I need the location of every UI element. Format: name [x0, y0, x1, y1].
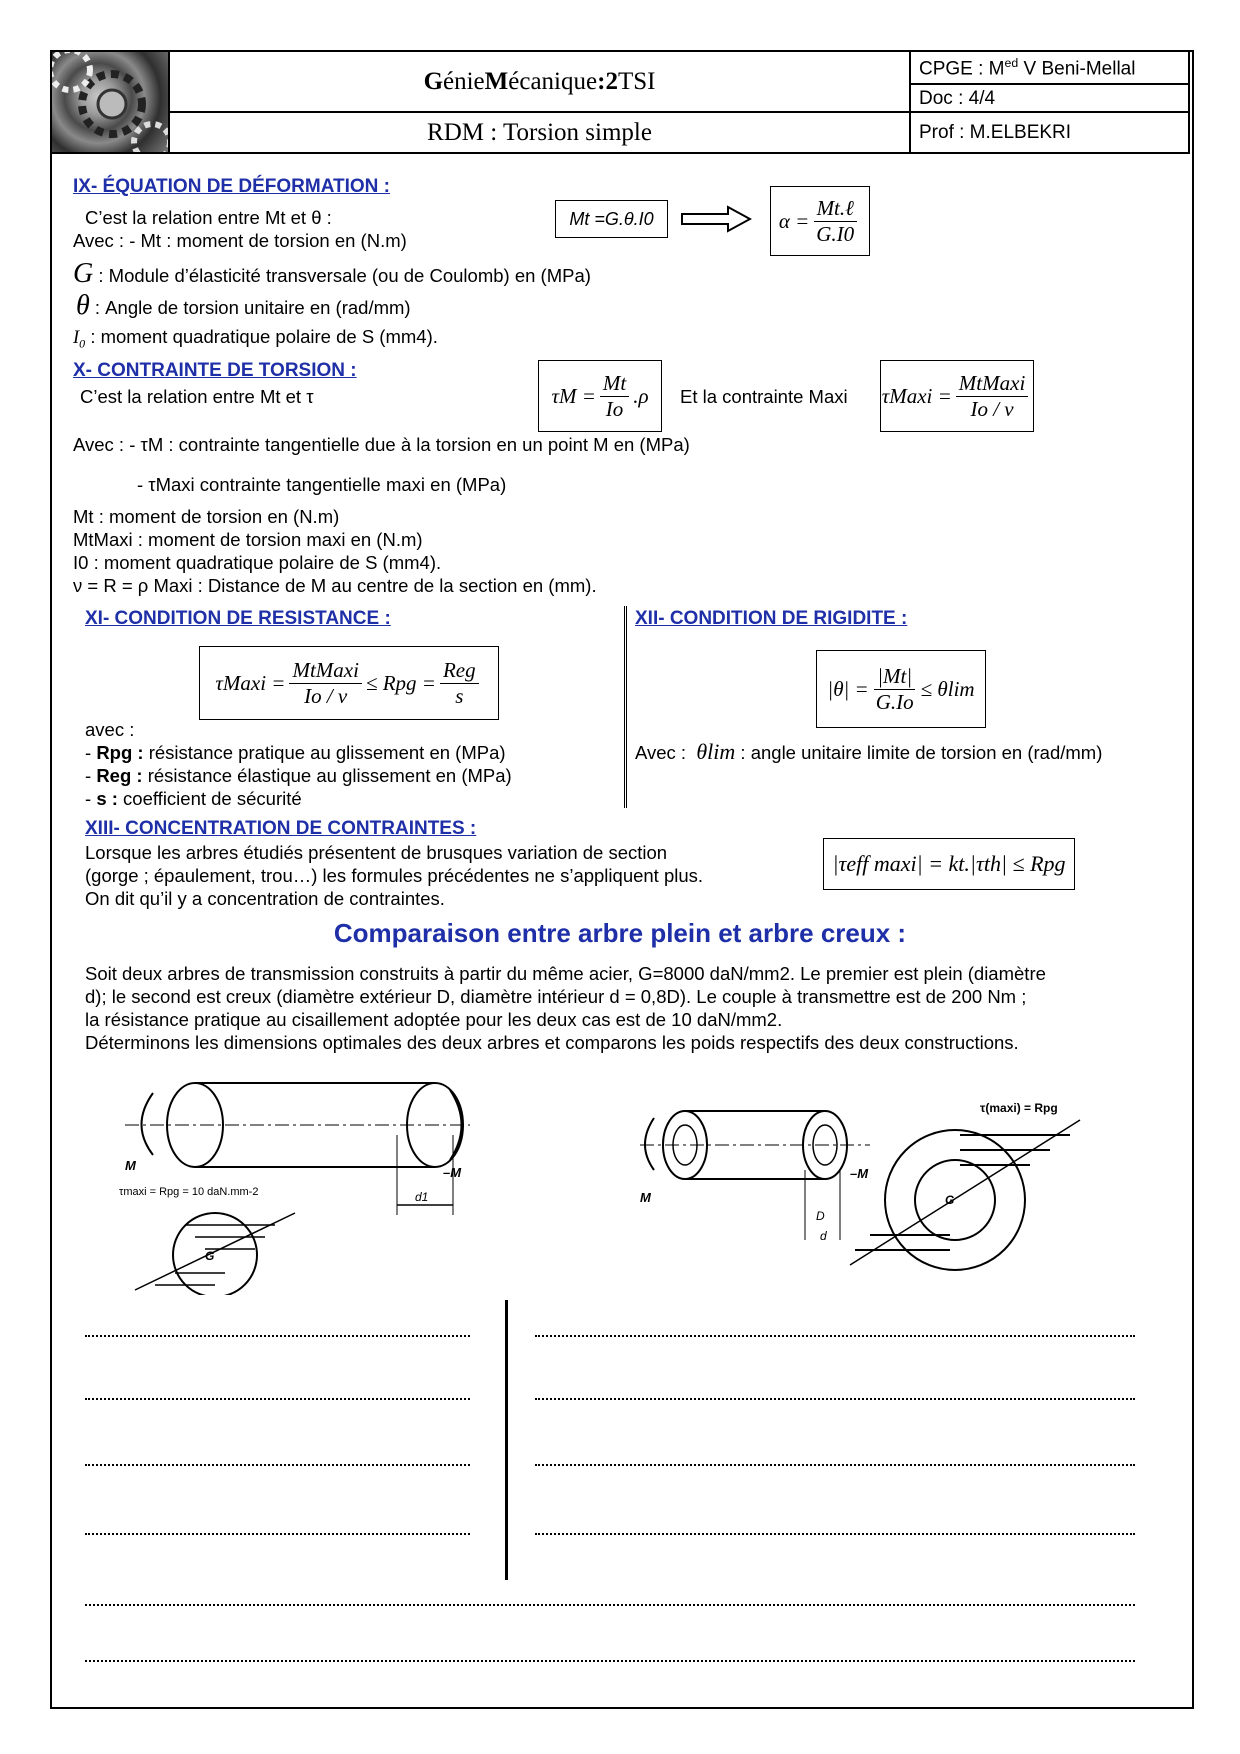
prof-name: Prof : M.ELBEKRI [909, 111, 1190, 154]
arrow-icon [680, 205, 752, 233]
fig-right-D: D [816, 1209, 825, 1223]
doc-title: G énie M écanique : 2 TSI [168, 50, 911, 113]
s13-p1: Lorsque les arbres étudiés présentent de brusques variation de section [85, 842, 668, 863]
s12-avec-line: Avec : θlim : angle unitaire limite de torsion en (rad/mm) [635, 739, 1103, 764]
s9-g-line: G : Module d’élasticité transversale (ou de Coulomb) en (MPa) [73, 258, 591, 289]
formula-tau-maxi: τMaxi = $\frac{\text{MtMaxi}}{Io / \nu}$ [880, 360, 1034, 432]
s9-avec: Avec : - Mt : moment de torsion en (N.m) [73, 230, 407, 251]
fig-right-g: G [945, 1193, 955, 1207]
s11-s: - s : coefficient de sécurité [85, 788, 302, 809]
s11-reg: - Reg : résistance élastique au glissement en (MPa) [85, 765, 512, 786]
section-xi-title: XI- CONDITION DE RESISTANCE : [85, 608, 391, 629]
answer-line[interactable] [85, 1604, 1135, 1606]
s10-intro: C’est la relation entre Mt et τ [80, 386, 314, 407]
answer-line[interactable] [535, 1533, 1135, 1535]
s9-intro: C’est la relation entre Mt et θ : [85, 207, 332, 228]
answer-line[interactable] [85, 1335, 470, 1337]
fig-left-minus-m: –M [443, 1165, 462, 1180]
s11-avec: avec : [85, 719, 135, 740]
s10-line2: MtMaxi : moment de torsion maxi en (N.m) [73, 529, 423, 550]
answer-separator [505, 1300, 508, 1580]
s10-line1: Mt : moment de torsion en (N.m) [73, 506, 340, 527]
comparison-p2: d); le second est creux (diamètre extérieur D, diamètre intérieur d = 0,8D). Le couple à transmettre est de 200 Nm ; [85, 986, 1027, 1007]
gears-logo [50, 50, 170, 154]
gear-icon [52, 52, 168, 152]
formula-tau-m: τM = $\frac{Mt}{Io}$ .ρ [538, 360, 662, 432]
formula-mt: Mt =G.θ.I0 [555, 200, 668, 238]
section-x-title: X- CONTRAINTE DE TORSION : [73, 360, 357, 381]
section-xii-title: XII- CONDITION DE RIGIDITE : [635, 608, 908, 629]
fig-right-d: d [820, 1229, 827, 1243]
formula-concentration: |τeff maxi| = kt.|τth| ≤ Rpg [823, 838, 1075, 890]
fig-right-tau: τ(maxi) = Rpg [980, 1101, 1058, 1115]
fig-left-tau: τmaxi = Rpg = 10 daN.mm-2 [119, 1186, 259, 1198]
comparison-p4: Déterminons les dimensions optimales des deux arbres et comparons les poids respectifs des deux constructions. [85, 1032, 1019, 1053]
fig-left-g: G [205, 1249, 215, 1263]
answer-line[interactable] [535, 1335, 1135, 1337]
answer-line[interactable] [535, 1398, 1135, 1400]
hollow-shaft-figure [640, 1090, 1110, 1290]
s11-rpg: - Rpg : résistance pratique au glissement en (MPa) [85, 742, 506, 763]
section-ix-title: IX- ÉQUATION DE DÉFORMATION : [73, 176, 391, 197]
formula-rigidity: |θ| = $\frac{|Mt|}{G.Io}$ ≤ θlim [816, 650, 986, 728]
s9-theta-line: θ : Angle de torsion unitaire en (rad/mm) [76, 290, 411, 321]
s10-maxi-label: Et la contrainte Maxi [680, 386, 848, 407]
answer-line[interactable] [85, 1660, 1135, 1662]
s13-p3: On dit qu’il y a concentration de contraintes. [85, 888, 445, 909]
s10-avec2: - τMaxi contrainte tangentielle maxi en (MPa) [137, 474, 507, 495]
solid-shaft-figure [115, 1075, 475, 1295]
s13-p2: (gorge ; épaulement, trou…) les formules précédentes ne s’appliquent plus. [85, 865, 704, 886]
answer-line[interactable] [85, 1533, 470, 1535]
s9-i0-line: $I_0$ : moment quadratique polaire de S (mm4). [73, 326, 438, 351]
comparison-p3: la résistance pratique au cisaillement adoptée pour les deux cas est de 10 daN/mm2. [85, 1009, 783, 1030]
doc-number: Doc : 4/4 [909, 83, 1190, 113]
comparison-p1: Soit deux arbres de transmission construits à partir du même acier, G=8000 daN/mm2. Le premier est plein (diamètre [85, 963, 1046, 984]
answer-line[interactable] [85, 1464, 470, 1466]
s10-line3: I0 : moment quadratique polaire de S (mm4). [73, 552, 442, 573]
formula-resistance: τMaxi = $\frac{\text{MtMaxi}}{Io / \nu}$ ≤ Rpg = $\frac{\text{Reg}}{s}$ [199, 646, 499, 720]
answer-line[interactable] [85, 1398, 470, 1400]
fig-left-m: M [125, 1158, 136, 1173]
doc-subtitle: RDM : Torsion simple [168, 111, 911, 154]
section-xiii-title: XIII- CONCENTRATION DE CONTRAINTES : [85, 818, 477, 839]
answer-line[interactable] [535, 1464, 1135, 1466]
column-separator [624, 606, 627, 808]
fig-right-minus-m: –M [850, 1166, 869, 1181]
s10-line4: ν = R = ρ Maxi : Distance de M au centre de la section en (mm). [73, 575, 597, 596]
fig-left-d1: d1 [415, 1190, 429, 1204]
fig-right-m: M [640, 1190, 651, 1205]
s10-avec1: Avec : - τM : contrainte tangentielle due à la torsion en un point M en (MPa) [73, 434, 690, 455]
formula-alpha: α = $\frac{\text{Mt.ℓ}}{G.I0}$ [770, 186, 870, 256]
comparison-title: Comparaison entre arbre plein et arbre creux : [333, 918, 907, 948]
cpge-cell: CPGE : $M^{ed}$ V Beni-Mellal [909, 50, 1190, 85]
